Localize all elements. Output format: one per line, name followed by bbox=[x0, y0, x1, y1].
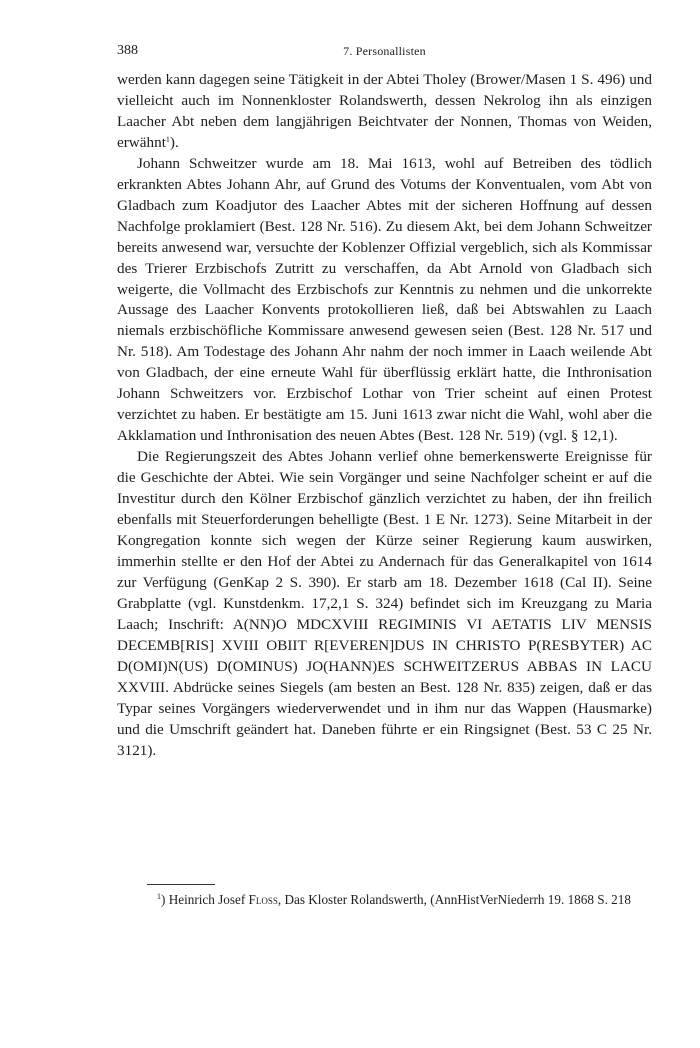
footnotes bbox=[117, 891, 652, 910]
running-head bbox=[117, 43, 652, 63]
footnote-text-post: , Das Kloster Rolandswerth, (AnnHistVerNiederrh 19. 1868 S. 218 bbox=[277, 892, 631, 907]
page-number: 388 bbox=[117, 43, 138, 58]
footnote-separator bbox=[147, 884, 215, 885]
body-text bbox=[117, 70, 652, 761]
footnote-marker: 1 bbox=[157, 892, 161, 901]
section-title: 7. Personallisten bbox=[343, 44, 426, 58]
paragraph-3: Die Regierungszeit des Abtes Johann verlief ohne bemerkenswerte Ereignisse für die Geschichte der Abtei. Wie sein Vorgänger und seine Nachfolger scheint er auf die Investitur durch den Kölner Erzbischof gänzlich verzichtet zu haben, der ihn freilich ebenfalls mit Steuerforderungen behelligte (Best. 1 E Nr. 1273). Seine Mitarbeit in der Kongregation konnte sich wegen der Kürze seiner Regierung kaum auswirken, immerhin stellte er den Hof der Abtei zu Andernach für das Generalkapitel von 1614 zur Verfügung (GenKap 2 S. 390). Er starb am 18. Dezember 1618 (Cal II). Seine Grabplatte (vgl. Kunstdenkm. 17,2,1 S. 324) befindet sich im Kreuzgang zu Maria Laach; Inschrift: A(NN)O MDCXVIII REGIMINIS VI AETATIS LIV MENSIS DECEMB[RIS] XVIII OBIIT R[EVEREN]DUS IN CHRISTO P(RESBYTER) AC D(OMI)N(US) D(OMINUS) JO(HANN)ES SCHWEITZERUS ABBAS IN LACU XXVIII. Abdrücke seines Siegels (am besten an Best. 128 Nr. 835) zeigen, daß er das Typar seines Vorgängers wiederverwendet und in ihm nur das Wappen (Hausmarke) und die Umschrift geändert hat. Daneben führte er ein Ringsignet (Best. 53 C 25 Nr. 3121). bbox=[117, 448, 652, 759]
paragraph-1-end: ). bbox=[169, 133, 179, 151]
paragraph-2: Johann Schweitzer wurde am 18. Mai 1613, wohl auf Betreiben des tödlich erkrankten Abtes Johann Ahr, auf Grund des Votums der Konventualen, vom Abt von Gladbach zum Koadjutor des Laacher Abtes mit der sicheren Hoffnung auf dessen Nachfolge proklamiert (Best. 128 Nr. 516). Zu diesem Akt, bei dem Johann Schweitzer bereits anwesend war, versuchte der Koblenzer Offizial vergeblich, sich als Kommissar des Trierer Erzbischofs Zutritt zu verschaffen, da Abt Arnold von Gladbach sich weigerte, die Vollmacht des Erzbischofs zur Kenntnis zu nehmen und die unkorrekte Aussage des Laacher Konvents protokollieren ließ, daß bei Abtswahlen zu Laach niemals erzbischöfliche Kommissare anwesend gewesen seien (Best. 128 Nr. 517 und Nr. 518). Am Todestage des Johann Ahr nahm der noch immer in Laach weilende Abt von Gladbach, der eine erneute Wahl für überflüssig erklärt hatte, die Inthronisation Johann Schweitzers vor. Erzbischof Lothar von Trier scheint auf einen Protest verzichtet zu haben. Er bestätigte am 15. Juni 1613 zwar nicht die Wahl, wohl aber die Akklamation und Inthronisation des neuen Abtes (Best. 128 Nr. 519) (vgl. § 12,1). bbox=[117, 154, 652, 445]
footnote-1 bbox=[117, 891, 652, 910]
footnote-reference: 1 bbox=[165, 134, 170, 144]
footnote-text-pre: ) Heinrich Josef bbox=[161, 892, 249, 907]
paragraph-1-text: werden kann dagegen seine Tätigkeit in der Abtei Tholey (Brower/Masen 1 S. 496) und vielleicht auch im Nonnenkloster Rolandswerth, dessen Nekrolog ihn als einzigen Laacher Abt neben dem langjährigen Beichtvater der Nonnen, Thomas von Weiden, erwähnt bbox=[117, 71, 652, 151]
paragraph-1 bbox=[117, 70, 652, 154]
footnote-author: Floss bbox=[248, 892, 278, 907]
